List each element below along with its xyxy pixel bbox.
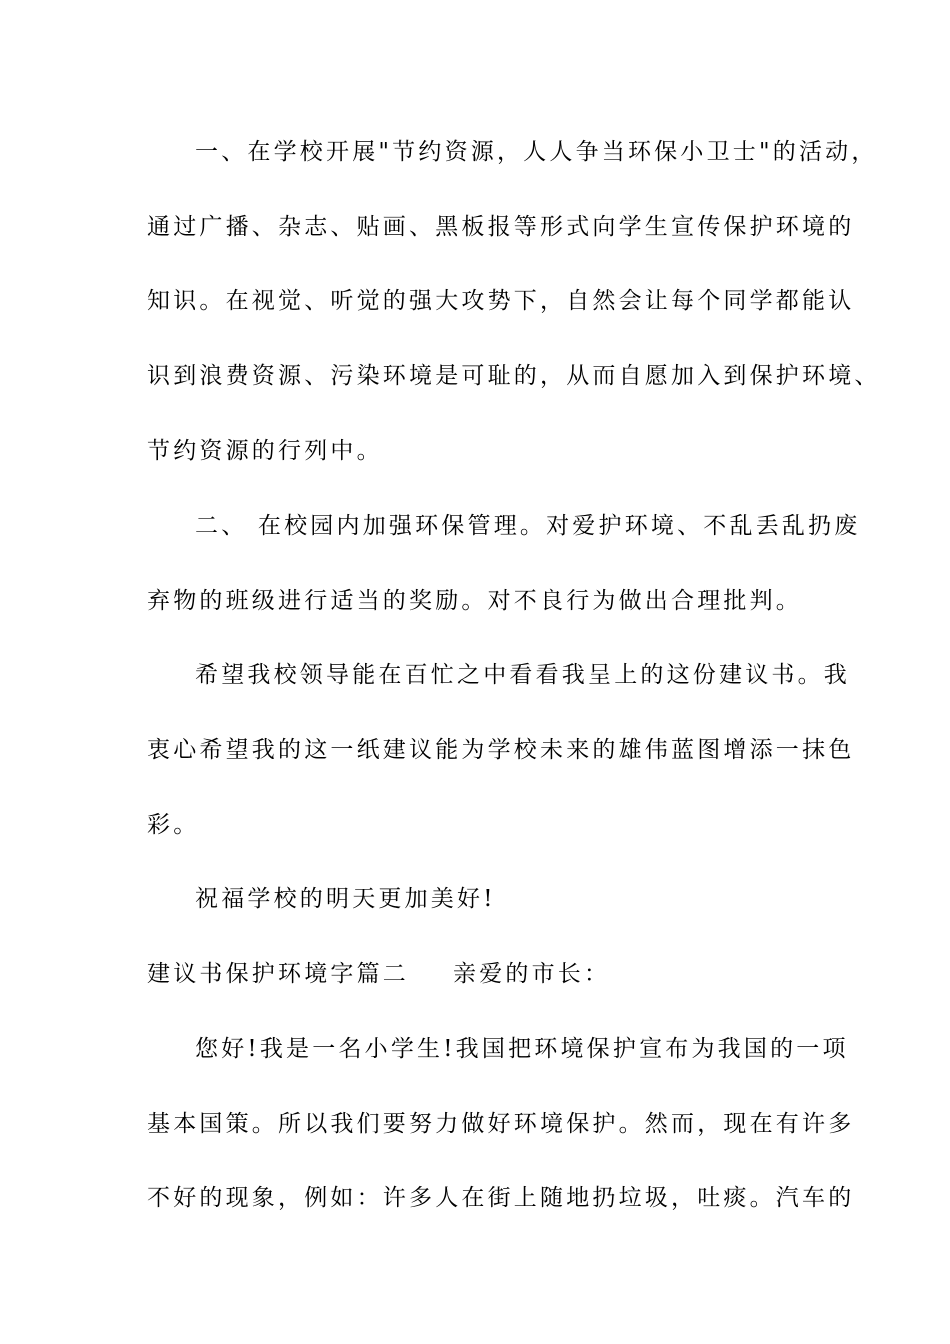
paragraph-line: 不好的现象，例如：许多人在街上随地扔垃圾，吐痰。汽车的 bbox=[147, 1185, 855, 1211]
paragraph-line: 知识。在视觉、听觉的强大攻势下，自然会让每个同学都能认 bbox=[147, 288, 855, 314]
section-title: 建议书保护环境字篇二 bbox=[147, 961, 409, 987]
section-heading bbox=[147, 959, 610, 989]
paragraph-line: 节约资源的行列中。 bbox=[147, 438, 383, 464]
salutation: 亲爱的市长： bbox=[453, 961, 611, 987]
paragraph-line: 您好!我是一名小学生!我国把环境保护宣布为我国的一项 bbox=[195, 1036, 849, 1062]
paragraph-line: 希望我校领导能在百忙之中看看我呈上的这份建议书。我 bbox=[195, 662, 850, 688]
paragraph-line: 彩。 bbox=[147, 812, 200, 838]
paragraph-line: 衷心希望我的这一纸建议能为学校未来的雄伟蓝图增添一抹色 bbox=[147, 737, 855, 763]
paragraph-line: 弃物的班级进行适当的奖励。对不良行为做出合理批判。 bbox=[147, 588, 802, 614]
paragraph-line: 识到浪费资源、污染环境是可耻的，从而自愿加入到保护环境、 bbox=[147, 363, 881, 389]
paragraph-line: 一、在学校开展"节约资源，人人争当环保小卫士"的活动， bbox=[195, 139, 878, 165]
paragraph-line: 基本国策。所以我们要努力做好环境保护。然而，现在有许多 bbox=[147, 1111, 855, 1137]
paragraph-line: 二、 在校园内加强环保管理。对爱护环境、不乱丢乱扔废 bbox=[195, 513, 861, 539]
paragraph-line: 祝福学校的明天更加美好! bbox=[195, 886, 496, 912]
paragraph-line: 通过广播、杂志、贴画、黑板报等形式向学生宣传保护环境的 bbox=[147, 214, 855, 240]
